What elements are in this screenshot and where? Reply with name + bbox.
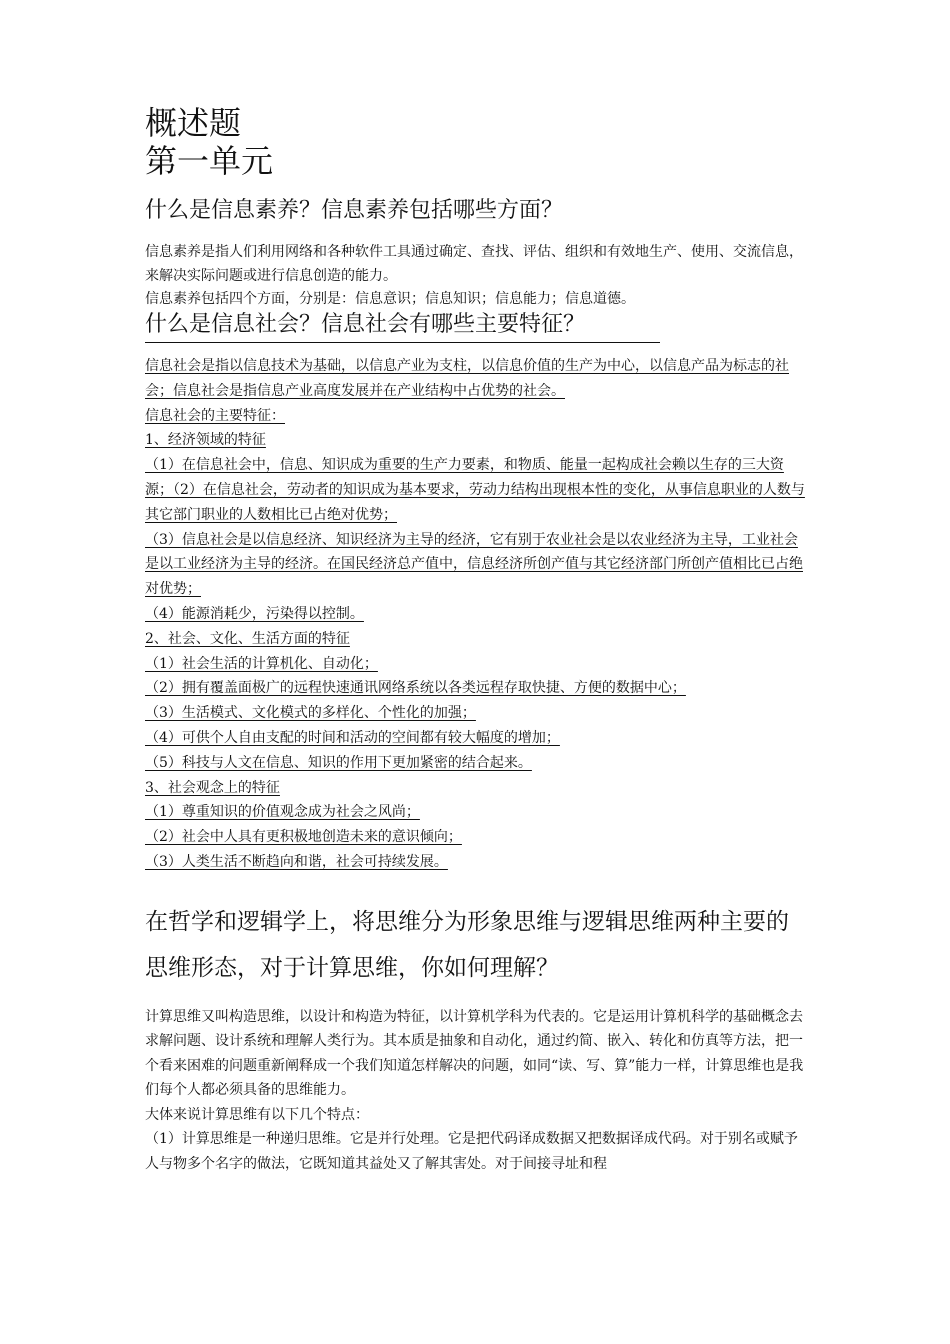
- q3-paragraph-1: 计算思维又叫构造思维，以设计和构造为特征，以计算机学科为代表的。它是运用计算机科学的基础概念去求解问题、设计系统和理解人类行为。其本质是抽象和自动化，通过约简、嵌入、转化和仿真等方法，把一个看来困难的问题重新阐释成一个我们知道怎样解决的问题，如同“读、写、算”能力一样，计算思维也是我们每个人都必须具备的思维能力。: [145, 1008, 804, 1099]
- q2-line: 3、社会观念上的特征: [145, 779, 280, 796]
- q1-paragraph-2: 信息素养包括四个方面，分别是：信息意识；信息知识；信息能力；信息道德。: [145, 291, 635, 307]
- q3-heading: 在哲学和逻辑学上，将思维分为形象思维与逻辑思维两种主要的思维形态，对于计算思维，你如何理解？: [145, 908, 789, 981]
- doc-title: 概述题: [145, 104, 242, 142]
- q2-line: 2、社会、文化、生活方面的特征: [145, 630, 350, 647]
- q2-line: （2）社会中人具有更积极地创造未来的意识倾向；: [145, 829, 462, 846]
- heading-rule: [145, 342, 660, 343]
- document-page: [145, 104, 810, 1176]
- q2-line: 信息社会是指以信息技术为基础，以信息产业为支柱，以信息价值的生产为中心，以信息产品为标志的社会；信息社会是指信息产业高度发展并在产业结构中占优势的社会。: [145, 358, 789, 399]
- q2-line: （1）社会生活的计算机化、自动化；: [145, 655, 378, 672]
- q2-heading: 什么是信息社会？信息社会有哪些主要特征？: [145, 312, 586, 337]
- q2-line: （4）可供个人自由支配的时间和活动的空间都有较大幅度的增加；: [145, 729, 560, 746]
- q2-line: 1、经济领域的特征: [145, 432, 266, 449]
- q3-paragraph-3: （1）计算思维是一种递归思维。它是并行处理。它是把代码译成数据又把数据译成代码。对于别名或赋予人与物多个名字的做法，它既知道其益处又了解其害处。对于间接寻址和程: [145, 1131, 798, 1172]
- q2-line: （3）人类生活不断趋向和谐，社会可持续发展。: [145, 853, 448, 870]
- q2-line: （5）科技与人文在信息、知识的作用下更加紧密的结合起来。: [145, 754, 532, 771]
- q1-heading: 什么是信息素养？信息素养包括哪些方面？: [145, 198, 564, 223]
- q2-line: （3）生活模式、文化模式的多样化、个性化的加强；: [145, 705, 476, 722]
- q2-line: （1）尊重知识的价值观念成为社会之风尚；: [145, 804, 420, 821]
- q2-line: （4）能源消耗少，污染得以控制。: [145, 605, 364, 622]
- q2-line: （2）拥有覆盖面极广的远程快速通讯网络系统以各类远程存取快捷、方便的数据中心；: [145, 680, 686, 697]
- unit-title: 第一单元: [145, 142, 274, 180]
- q2-line: 信息社会的主要特征：: [145, 407, 285, 424]
- q3-paragraph-2: 大体来说计算思维有以下几个特点：: [145, 1106, 369, 1123]
- q2-body: [145, 354, 810, 875]
- q2-line: （3）信息社会是以信息经济、知识经济为主导的经济，它有别于农业社会是以农业经济为主导，工业社会是以工业经济为主导的经济。在国民经济总产值中，信息经济所创产值与其它经济部门所创产值相比已占绝对优势；: [145, 531, 803, 598]
- q1-paragraph-1: 信息素养是指人们利用网络和各种软件工具通过确定、查找、评估、组织和有效地生产、使用、交流信息，来解决实际问题或进行信息创造的能力。: [145, 244, 803, 284]
- q2-line: （1）在信息社会中，信息、知识成为重要的生产力要素，和物质、能量一起构成社会赖以生存的三大资源；（2）在信息社会，劳动者的知识成为基本要求，劳动力结构出现根本性的变化，从事信息职业的人数与其它部门职业的人数相比已占绝对优势；: [145, 457, 805, 523]
